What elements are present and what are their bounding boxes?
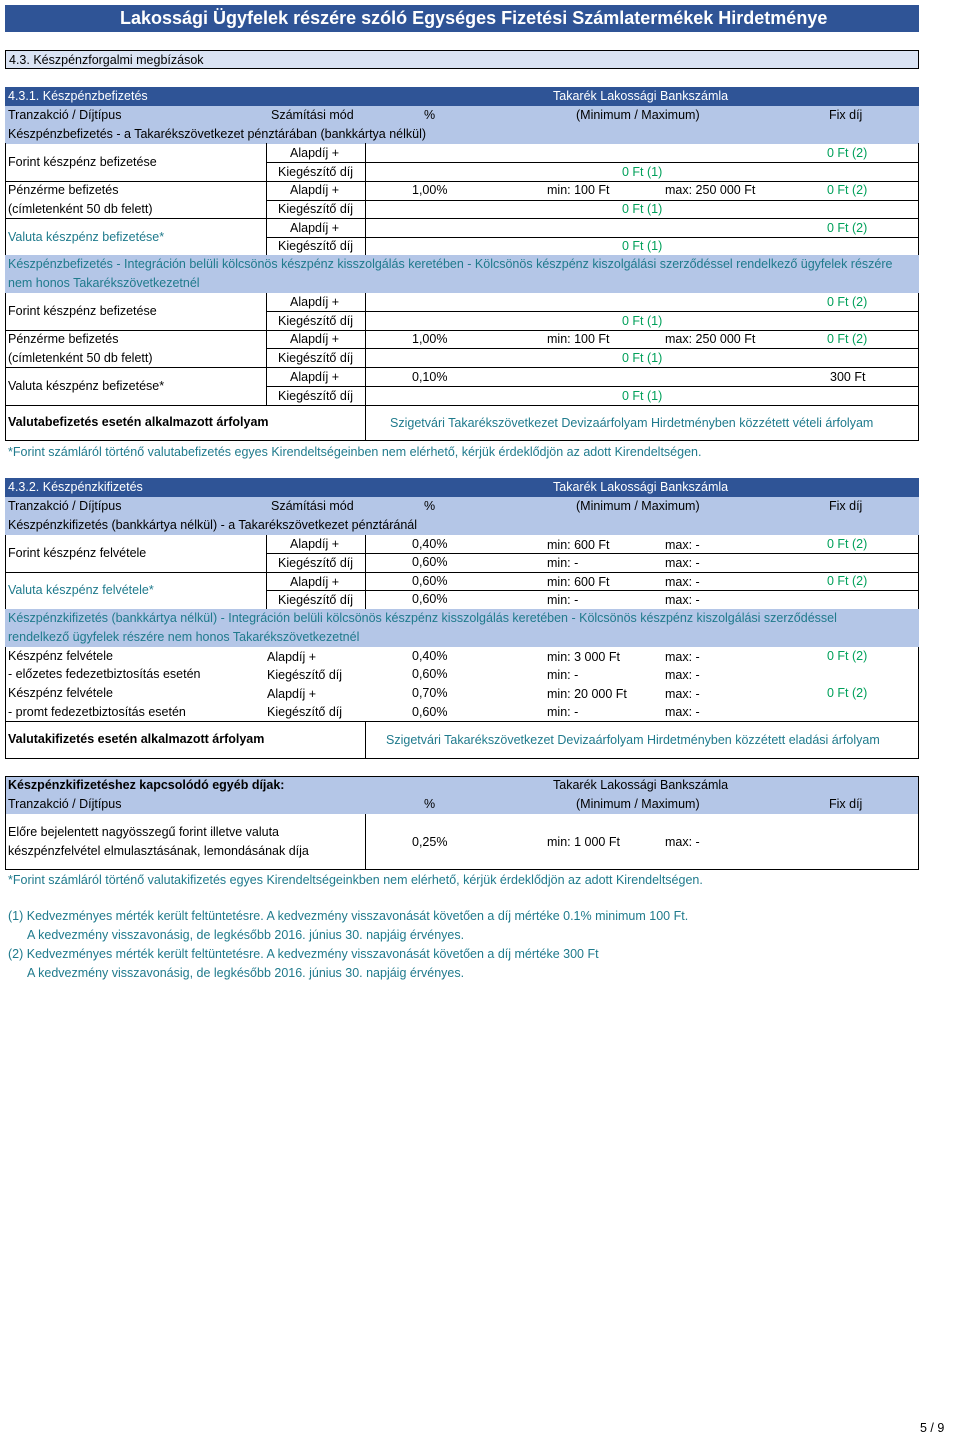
min: min: 600 Ft (547, 538, 610, 552)
col-percent: % (424, 499, 436, 513)
section2-product: Takarék Lakossági Bankszámla (553, 480, 729, 494)
col-szamitasi-mod: Számítási mód (271, 108, 354, 122)
kiegeszito: Kiegészítő díj (267, 705, 343, 719)
min: min: 1 000 Ft (547, 835, 620, 849)
fix-fee: 0 Ft (2) (827, 183, 868, 197)
section1-columns (5, 106, 919, 125)
row-forint-befizetes: Forint készpénz befizetése (8, 155, 157, 169)
row-desc-1: Előre bejelentett nagyösszegű forint illetve valuta (8, 825, 279, 839)
row-elozetes: - előzetes fedezetbiztosítás esetén (8, 667, 201, 681)
section2-heading: 4.3.2. Készpénzkifizetés (8, 480, 143, 494)
min: min: - (547, 705, 579, 719)
pct: 0,10% (412, 370, 448, 384)
footnote-1b: A kedvezmény visszavonásig, de legkésőbb 2016. június 30. napjáig érvényes. (27, 928, 465, 942)
pct: 0,60% (412, 667, 448, 681)
pct: 0,60% (412, 574, 448, 588)
row-keszpenz-felvetel: Készpénz felvétele (8, 686, 113, 700)
pct: 0,60% (412, 705, 448, 719)
max: max: - (665, 835, 700, 849)
col-tranzakcio: Tranzakció / Díjtípus (8, 499, 122, 513)
min: min: - (547, 668, 579, 682)
chapter-bar (5, 50, 919, 69)
row-promt: - promt fedezetbiztosítás esetén (8, 705, 186, 719)
sub1-label: Készpénzkifizetés (bankkártya nélkül) - a Takarékszövetkezet pénztáránál (8, 518, 418, 532)
max: max: - (665, 575, 700, 589)
pct: 1,00% (412, 332, 448, 346)
max: max: - (665, 538, 700, 552)
alapdij: Alapdíj + (267, 650, 316, 664)
pct: 0,70% (412, 686, 448, 700)
fix-fee: 0 Ft (2) (827, 574, 868, 588)
kiegeszito: Kiegészítő díj (278, 351, 354, 365)
max: max: - (665, 705, 700, 719)
page-title: Lakossági Ügyfelek részére szóló Egységes Fizetési Számlatermékek Hirdetménye (5, 5, 919, 32)
chapter-title: 4.3. Készpénzforgalmi megbízások (9, 53, 204, 67)
section3-columns (5, 795, 919, 814)
pct: 1,00% (412, 183, 448, 197)
kiegeszito: Kiegészítő díj (278, 593, 354, 607)
row-valuta-befizetes: Valuta készpénz befizetése* (8, 230, 165, 244)
kieg-fee: 0 Ft (1) (622, 239, 663, 253)
max: max: 250 000 Ft (665, 183, 756, 197)
min: min: 100 Ft (547, 332, 610, 346)
min: min: - (547, 556, 579, 570)
max: max: 250 000 Ft (665, 332, 756, 346)
max: max: - (665, 687, 700, 701)
arfolyam-value: Szigetvári Takarékszövetkezet Devizaárfolyam Hirdetményben közzétett eladási árfolyam (386, 733, 880, 747)
arfolyam-label: Valutabefizetés esetén alkalmazott árfolyam (8, 415, 269, 429)
section3-header (5, 776, 919, 795)
row-penzerme-note: (címletenként 50 db felett) (8, 202, 153, 216)
col-fix-dij: Fix díj (829, 499, 863, 513)
fix-fee: 0 Ft (2) (827, 332, 868, 346)
section2-columns (5, 497, 919, 516)
section3-heading: Készpénzkifizetéshez kapcsolódó egyéb díjak: (8, 778, 285, 792)
sub2-label-a: Készpénzkifizetés (bankkártya nélkül) - Integráción belüli kölcsönös készpénz kisszolgálás keretében - Kölcsönös készpénz kiszolgálási szerződéssel (8, 611, 837, 625)
pct: 0,40% (412, 537, 448, 551)
max: max: - (665, 593, 700, 607)
page-number: 5 / 9 (920, 1421, 945, 1435)
row-penzerme-note: (címletenként 50 db felett) (8, 351, 153, 365)
kieg-fee: 0 Ft (1) (622, 389, 663, 403)
fix-fee: 300 Ft (830, 370, 866, 384)
sub2-label-b: nem honos Takarékszövetkezetnél (8, 276, 200, 290)
col-percent: % (424, 108, 436, 122)
fix-fee: 0 Ft (2) (827, 686, 868, 700)
alapdij: Alapdíj + (290, 221, 339, 235)
alapdij: Alapdíj + (290, 146, 339, 160)
kieg-fee: 0 Ft (1) (622, 314, 663, 328)
alapdij: Alapdíj + (290, 332, 339, 346)
section1-heading: 4.3.1. Készpénzbefizetés (8, 89, 148, 103)
kiegeszito: Kiegészítő díj (278, 314, 354, 328)
arfolyam-label: Valutakifizetés esetén alkalmazott árfolyam (8, 732, 265, 746)
kiegeszito: Kiegészítő díj (278, 556, 354, 570)
section2-sub2 (5, 609, 919, 647)
section1-product: Takarék Lakossági Bankszámla (553, 89, 729, 103)
kiegeszito: Kiegészítő díj (278, 165, 354, 179)
pct: 0,25% (412, 835, 448, 849)
min: min: 3 000 Ft (547, 650, 620, 664)
alapdij: Alapdíj + (290, 575, 339, 589)
max: max: - (665, 650, 700, 664)
kieg-fee: 0 Ft (1) (622, 165, 663, 179)
alapdij: Alapdíj + (290, 295, 339, 309)
section3-note: *Forint számláról történő valutakifizetés egyes Kirendeltségeinkben nem elérhető, kérjük érdeklődjön az adott Kirendeltségen. (8, 873, 703, 887)
row-forint-befizetes: Forint készpénz befizetése (8, 304, 157, 318)
col-fix-dij: Fix díj (829, 797, 863, 811)
col-minmax: (Minimum / Maximum) (576, 108, 700, 122)
section2-header (5, 478, 919, 497)
alapdij: Alapdíj + (290, 537, 339, 551)
col-szamitasi-mod: Számítási mód (271, 499, 354, 513)
col-percent: % (424, 797, 436, 811)
col-minmax: (Minimum / Maximum) (576, 499, 700, 513)
pct: 0,60% (412, 592, 448, 606)
fix-fee: 0 Ft (2) (827, 221, 868, 235)
kieg-fee: 0 Ft (1) (622, 351, 663, 365)
min: min: 20 000 Ft (547, 687, 627, 701)
kiegeszito: Kiegészítő díj (278, 239, 354, 253)
section1-sub2 (5, 255, 919, 293)
section3-product: Takarék Lakossági Bankszámla (553, 778, 729, 792)
pct: 0,60% (412, 555, 448, 569)
max: max: - (665, 556, 700, 570)
footnote-2b: A kedvezmény visszavonásig, de legkésőbb 2016. június 30. napjáig érvényes. (27, 966, 465, 980)
section1-header (5, 87, 919, 106)
row-forint-felvetel: Forint készpénz felvétele (8, 546, 147, 560)
alapdij: Alapdíj + (267, 687, 316, 701)
kiegeszito: Kiegészítő díj (267, 668, 343, 682)
footnote-1a: (1) Kedvezményes mérték került feltüntetésre. A kedvezmény visszavonását követően a díj mértéke 0.1% minimum 100 Ft. (8, 909, 689, 923)
kiegeszito: Kiegészítő díj (278, 202, 354, 216)
fix-fee: 0 Ft (2) (827, 295, 868, 309)
alapdij: Alapdíj + (290, 183, 339, 197)
col-tranzakcio: Tranzakció / Díjtípus (8, 797, 122, 811)
sub2-label-b: rendelkező ügyfelek részére nem honos Takarékszövetkezetnél (8, 630, 360, 644)
row-valuta-befizetes: Valuta készpénz befizetése* (8, 379, 165, 393)
arfolyam-value: Szigetvári Takarékszövetkezet Devizaárfolyam Hirdetményben közzétett vételi árfolyam (390, 416, 874, 430)
section1-note: *Forint számláról történő valutabefizetés egyes Kirendeltségeinben nem elérhető, kérjük érdeklődjön az adott Kirendeltségen. (8, 445, 702, 459)
col-minmax: (Minimum / Maximum) (576, 797, 700, 811)
row-keszpenz-felvetel: Készpénz felvétele (8, 649, 113, 663)
kiegeszito: Kiegészítő díj (278, 389, 354, 403)
row-penzerme: Pénzérme befizetés (8, 183, 119, 197)
alapdij: Alapdíj + (290, 370, 339, 384)
row-valuta-felvetel: Valuta készpénz felvétele* (8, 583, 154, 597)
fix-fee: 0 Ft (2) (827, 146, 868, 160)
col-fix-dij: Fix díj (829, 108, 863, 122)
fix-fee: 0 Ft (2) (827, 537, 868, 551)
section1-sub1 (5, 125, 919, 144)
section2-sub1 (5, 516, 919, 535)
pct: 0,40% (412, 649, 448, 663)
row-desc-2: készpénzfelvétel elmulasztásának, lemondásának díja (8, 844, 309, 858)
sub1-label: Készpénzbefizetés - a Takarékszövetkezet pénztárában (bankkártya nélkül) (8, 127, 427, 141)
footnote-2a: (2) Kedvezményes mérték került feltüntetésre. A kedvezmény visszavonását követően a díj mértéke 300 Ft (8, 947, 599, 961)
kieg-fee: 0 Ft (1) (622, 202, 663, 216)
row-penzerme: Pénzérme befizetés (8, 332, 119, 346)
fix-fee: 0 Ft (2) (827, 649, 868, 663)
max: max: - (665, 668, 700, 682)
min: min: 600 Ft (547, 575, 610, 589)
min: min: 100 Ft (547, 183, 610, 197)
col-tranzakcio: Tranzakció / Díjtípus (8, 108, 122, 122)
sub2-label-a: Készpénzbefizetés - Integráción belüli kölcsönös készpénz kisszolgálás keretében - Kölcsönös készpénz kiszolgálási szerződéssel rendelkező ügyfelek részére (8, 257, 893, 271)
min: min: - (547, 593, 579, 607)
